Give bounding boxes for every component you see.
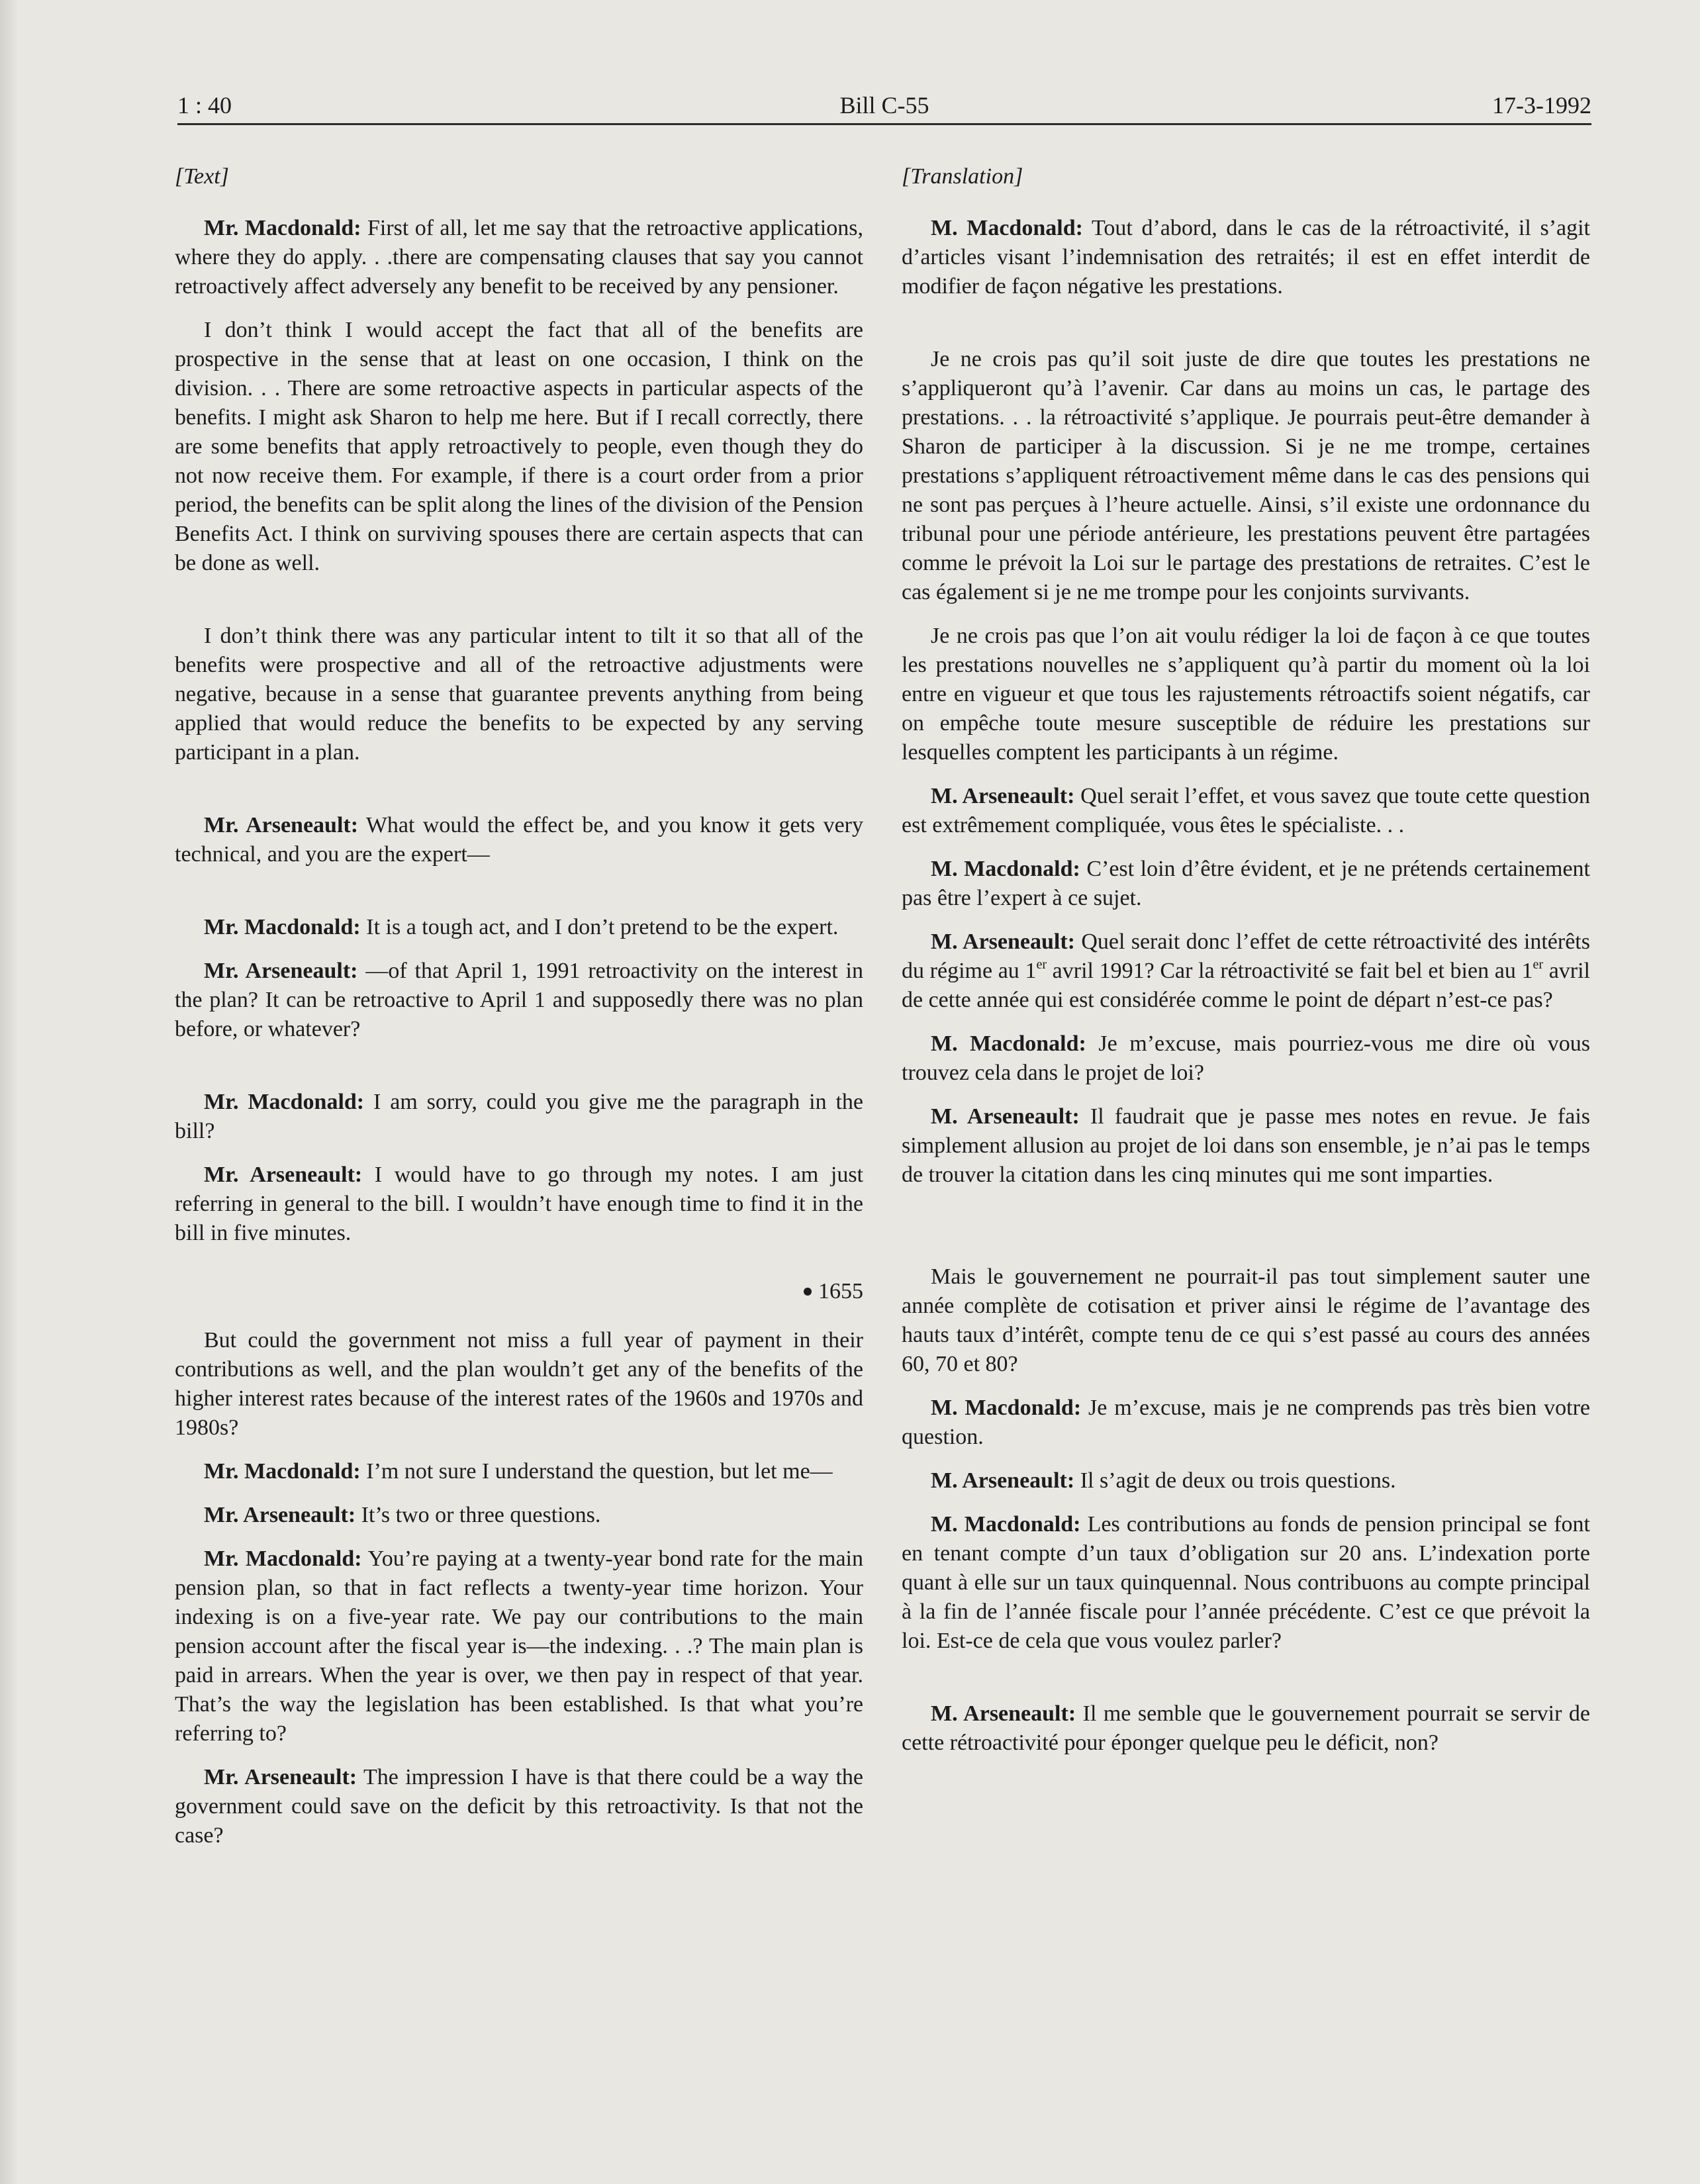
page-edge-shadow (0, 0, 19, 2184)
page-number: 1 : 40 (177, 92, 232, 119)
speech-text: Il me semble que le gouvernement pourrait se servir de cette rétroactivité pour éponger quelque peu le déficit, non? (902, 1701, 1590, 1755)
speech-text: Quel serait donc l’effet de cette rétroactivité des intérêts du régime au 1 (902, 929, 1590, 983)
speaker-name: M. Macdonald: (931, 216, 1083, 240)
paragraph (175, 1501, 863, 1530)
speech-text: Je m’excuse, mais pourriez-vous me dire où vous trouvez cela dans le projet de loi? (902, 1031, 1590, 1085)
speech-text: Tout d’abord, dans le cas de la rétroactivité, il s’agit d’articles visant l’indemnisation des retraités; il est en effet interdit de modifier de façon négative les prestations. (902, 216, 1591, 299)
speech-text: C’est loin d’être évident, et je ne prétends certainement pas être l’expert à ce sujet. (902, 857, 1590, 910)
speech-text: I am sorry, could you give me the paragraph in the bill? (175, 1090, 863, 1143)
paragraph (902, 1029, 1590, 1088)
ordinal-superscript: er (1533, 957, 1544, 972)
speaker-name: Mr. Arseneault: (204, 959, 358, 983)
header-date: 17-3-1992 (1492, 92, 1591, 119)
paragraph (902, 214, 1590, 301)
speaker-name: M. Arseneault: (931, 1468, 1075, 1493)
ordinal-superscript: er (1036, 957, 1047, 972)
paragraph (175, 1763, 863, 1850)
speaker-name: Mr. Macdonald: (204, 1090, 365, 1114)
paragraph: Je ne crois pas qu’il soit juste de dire que toutes les prestations ne s’appliqueront qu’à l’avenir. Car dans au moins un cas, le partage des prestations. . . la rétroactivité s’applique. Je pourrais peut-être demander à Sharon de participer à la discussion. Si je ne me trompe, certaines prestations s’appliquent rétroactivement même dans le cas des pensions qui ne sont pas perçues à l’heure actuelle. Ainsi, s’il existe une ordonnance du tribunal pour une période antérieure, les prestations peuvent être partagées comme le prévoit la Loi sur le partage des prestations de retraites. C’est le cas également si je ne me trompe pour les conjoints survivants. (902, 347, 1590, 604)
speech-text: I’m not sure I understand the question, but let me— (360, 1459, 833, 1484)
speaker-name: M. Arseneault: (931, 929, 1075, 954)
speech-text: avril 1991? Car la rétroactivité se fait bel et bien au 1 (1047, 959, 1533, 983)
speaker-name: M. Arseneault: (931, 784, 1075, 808)
paragraph (902, 1102, 1590, 1190)
speech-text: Il faudrait que je passe mes notes en revue. Je fais simplement allusion au projet de loi dans son ensemble, je n’ai pas le temps de trouver la citation dans les cinq minutes qui me sont imparties. (902, 1104, 1590, 1187)
paragraph (175, 1457, 863, 1486)
paragraph (175, 1161, 863, 1248)
speaker-name: M. Macdonald: (931, 1396, 1082, 1420)
paragraph (175, 957, 863, 1044)
paragraph (902, 855, 1590, 913)
speaker-name: Mr. Macdonald: (204, 915, 361, 939)
speaker-name: Mr. Arseneault: (204, 1503, 356, 1527)
speech-text: I would have to go through my notes. I am just referring in general to the bill. I wouldn’t have enough time to find it in the bill in five minutes. (175, 1163, 863, 1245)
time-marker (175, 1277, 863, 1306)
paragraph: Mais le gouvernement ne pourrait-il pas tout simplement sauter une année complète de cotisation et priver ainsi le régime de l’avantage des hauts taux d’intérêt, compte tenu de ce qui s’est passé au cours des années 60, 70 et 80? (902, 1264, 1590, 1376)
speaker-name: Mr. Arseneault: (204, 1765, 357, 1789)
speaker-name: M. Macdonald: (931, 1031, 1086, 1056)
paragraph (175, 811, 863, 869)
speaker-name: M. Macdonald: (931, 857, 1080, 881)
bill-title: Bill C-55 (839, 92, 929, 119)
paragraph: I don’t think there was any particular intent to tilt it so that all of the benefits were prospective and all of the retroactive adjustments were negative, because in a sense that guarantee prevents anything from being applied that would reduce the benefits to be expected by any serving participant in a plan. (175, 624, 863, 765)
paragraph (175, 214, 863, 301)
french-column (902, 162, 1590, 1758)
speech-text: Il s’agit de deux ou trois questions. (1074, 1468, 1396, 1493)
column-label-text: [Text] (175, 164, 229, 189)
speech-text: Je m’excuse, mais je ne comprends pas très bien votre question. (902, 1396, 1590, 1449)
time-marker-text: 1655 (818, 1279, 863, 1304)
paragraph (175, 1088, 863, 1146)
paragraph (902, 1466, 1590, 1496)
speech-text: You’re paying at a twenty-year bond rate for the main pension plan, so that in fact reflects a twenty-year time horizon. Your indexing is on a five-year rate. We pay our contributions to the main pension account after the fiscal year is—the indexing. . .? The main plan is paid in arrears. When the year is over, we then pay in respect of that year. That’s the way the legislation has been established. Is that what you’re referring to? (175, 1546, 863, 1746)
speaker-name: Mr. Arseneault: (204, 1163, 363, 1187)
paragraph: Je ne crois pas que l’on ait voulu rédiger la loi de façon à ce que toutes les prestations nouvelles ne s’appliquent qu’à partir du moment où la loi entre en vigueur et que tous les rajustements rétroactifs soient négatifs, car on empêche toute mesure susceptible de réduire les prestations sur lesquelles comptent les participants à un régime. (902, 624, 1590, 765)
speaker-name: Mr. Arseneault: (204, 813, 359, 837)
paragraph: But could the government not miss a full year of payment in their contributions as well, and the plan wouldn’t get any of the benefits of the higher interest rates because of the interest rates of the 1960s and 1970s and 1980s? (175, 1328, 863, 1440)
paragraph (175, 1544, 863, 1748)
header-rule (177, 123, 1591, 125)
speaker-name: Mr. Macdonald: (204, 1459, 361, 1484)
english-column (175, 162, 863, 1850)
speaker-name: Mr. Macdonald: (204, 216, 361, 240)
bullet-icon (804, 1288, 812, 1296)
speech-text: —of that April 1, 1991 retroactivity on the interest in the plan? It can be retroactive to April 1 and supposedly there was no plan before, or whatever? (175, 959, 863, 1041)
speaker-name: M. Arseneault: (931, 1104, 1080, 1129)
speech-text: What would the effect be, and you know it gets very technical, and you are the expert— (175, 813, 863, 867)
paragraph (902, 782, 1590, 840)
running-header (177, 86, 1591, 126)
paragraph (902, 1510, 1590, 1656)
paragraph (902, 1394, 1590, 1452)
paragraph (902, 927, 1590, 1015)
column-label-translation: [Translation] (902, 164, 1023, 189)
speech-text: avril de cette année qui est considérée comme le point de départ n’est-ce pas? (902, 959, 1590, 1012)
speaker-name: M. Arseneault: (931, 1701, 1076, 1726)
speech-text: First of all, let me say that the retroactive applications, where they do apply. . .there are compensating clauses that say you cannot retroactively affect adversely any benefit to be received by any pensioner. (175, 216, 863, 299)
paragraph (175, 913, 863, 942)
paragraph (902, 1699, 1590, 1758)
speaker-name: Mr. Macdonald: (204, 1546, 362, 1571)
speaker-name: M. Macdonald: (931, 1512, 1081, 1537)
speech-text: It’s two or three questions. (355, 1503, 601, 1527)
speech-text: It is a tough act, and I don’t pretend to be the expert. (360, 915, 839, 939)
speech-text: Quel serait l’effet, et vous savez que toute cette question est extrêmement compliquée, vous êtes le spécialiste. . . (902, 784, 1590, 837)
paragraph: I don’t think I would accept the fact that all of the benefits are prospective in the sense that at least on one occasion, I think on the division. . . There are some retroactive aspects in particular aspects of the benefits. I might ask Sharon to help me here. But if I recall correctly, there are some benefits that apply retroactively to people, even though they do not now receive them. For example, if there is a court order from a prior period, the benefits can be split along the lines of the division of the Pension Benefits Act. I think on surviving spouses there are certain aspects that can be done as well. (175, 318, 863, 575)
speech-text: The impression I have is that there could be a way the government could save on the deficit by this retroactivity. Is that not the case? (175, 1765, 863, 1848)
speech-text: Les contributions au fonds de pension principal se font en tenant compte d’un taux d’obligation sur 20 ans. L’indexation porte quant à elle sur un taux quinquennal. Nous contribuons au compte principal à la fin de l’année fiscale pour l’année précédente. C’est ce que prévoit la loi. Est-ce de cela que vous voulez parler? (902, 1512, 1590, 1653)
